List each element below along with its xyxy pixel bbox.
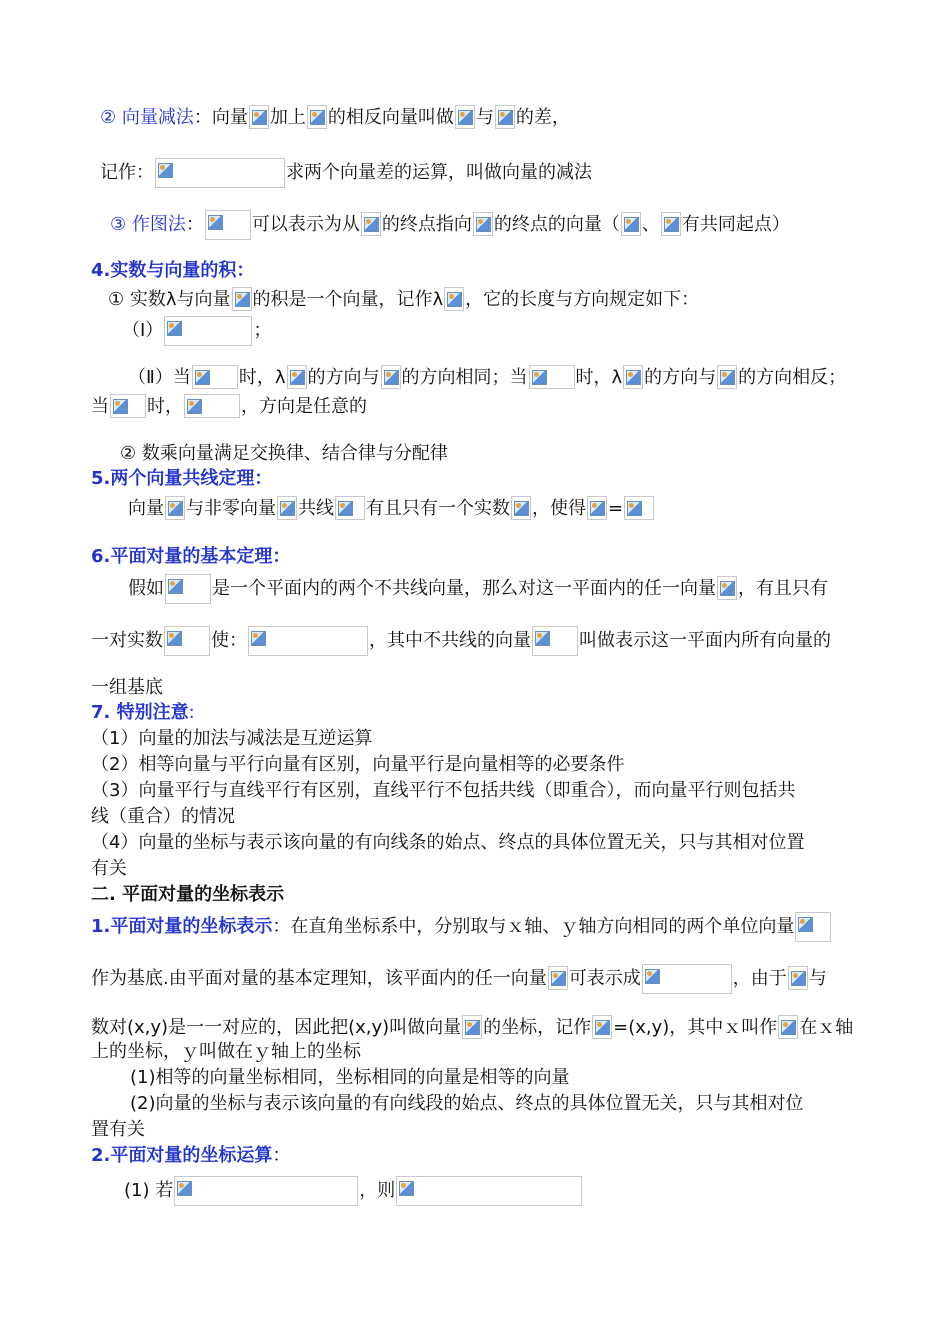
note-item: （4）向量的坐标与表示该向量的有向线条的始点、终点的具体位置无关，只与其相对位置: [91, 832, 805, 853]
formula-image: [174, 1176, 358, 1206]
formula-image: [335, 496, 365, 520]
note-item: （3）向量平行与直线平行有区别，直线平行不包括共线（即重合），而向量平行则包括共: [91, 780, 796, 801]
formula-image: [444, 287, 464, 311]
formula-image: [511, 496, 531, 520]
basic-theorem-continued-line: 一对实数 使： ，其中不共线的向量 叫做表示这一平面内所有向量的: [91, 626, 831, 648]
formula-image: [164, 316, 252, 346]
formula-image: [624, 496, 654, 520]
formula-image: [495, 105, 515, 129]
coordinate-definition-line: 数对(x,y)是一一对应的，因此把(x,y)叫做向量 的坐标，记作 =(x,y)，其中ｘ叫作 在ｘ轴: [91, 1017, 854, 1038]
section-heading: 4.实数与向量的积：: [91, 260, 255, 281]
formula-image: [778, 1015, 798, 1039]
formula-image: [795, 912, 831, 942]
section-heading: 5.两个向量共线定理：: [91, 468, 273, 489]
section-heading: 6.平面对量的基本定理：: [91, 546, 291, 567]
formula-image: [788, 966, 808, 990]
formula-image: [287, 365, 307, 389]
formula-image: [455, 105, 475, 129]
rule-one-line: （Ⅰ） ；: [122, 316, 271, 338]
coordinate-note: (2)向量的坐标与表示该向量的有向线段的始点、终点的具体位置无关，只与其相对位: [130, 1093, 804, 1114]
note-item: 线（重合）的情况: [91, 806, 235, 827]
formula-image: [307, 105, 327, 129]
note-item: （1）向量的加法与减法是互逆运算: [91, 728, 373, 749]
basic-theorem-line: 假如 是一个平面内的两个不共线向量，那么对这一平面内的任一向量 ，有且只有: [128, 574, 828, 596]
formula-image: [462, 1015, 482, 1039]
formula-image: [248, 626, 368, 656]
rule-two-continued-line: 当 时， ，方向是任意的: [91, 396, 367, 417]
basis-line: 一组基底: [91, 677, 163, 698]
coordinate-note: (1)相等的向量坐标相同，坐标相同的向量是相等的向量: [130, 1067, 570, 1088]
coordinate-note-continued: 置有关: [91, 1119, 145, 1140]
formula-image: [110, 394, 146, 418]
formula-image: [473, 212, 493, 236]
formula-image: [548, 966, 568, 990]
formula-image: [232, 287, 252, 311]
formula-image: [155, 158, 285, 188]
rule-two-line: （Ⅱ）当 时，λ 的方向与 的方向相同；当 时，λ 的方向与 的方向相反；: [128, 367, 847, 388]
scalar-product-line: ① 实数λ与向量 的积是一个向量，记作λ ，它的长度与方向规定如下：: [108, 289, 700, 310]
graphing-method-line: ③ 作图法： 可以表示为从 的终点指向 的终点的向量（ 、 有共同起点）: [110, 210, 790, 232]
vector-subtraction-line: ② 向量减法：向量 加上 的相反向量叫做 与 的差，: [100, 107, 570, 128]
collinear-theorem-line: 向量 与非零向量 共线 有且只有一个实数 ，使得 =: [128, 496, 655, 518]
formula-image: [164, 626, 210, 656]
formula-image: [587, 496, 607, 520]
formula-image: [592, 1015, 612, 1039]
chapter-heading: 二. 平面对量的坐标表示: [91, 884, 285, 905]
formula-image: [717, 576, 737, 600]
formula-image: [642, 964, 732, 994]
formula-image: [192, 365, 238, 389]
formula-image: [277, 496, 297, 520]
note-item: （2）相等向量与平行向量有区别，向量平行是向量相等的必要条件: [91, 754, 625, 775]
formula-image: [205, 210, 251, 240]
formula-image: [165, 496, 185, 520]
formula-image: [621, 212, 641, 236]
distributive-law-line: ② 数乘向量满足交换律、结合律与分配律: [120, 443, 448, 464]
coordinate-definition-continued-line: 上的坐标，ｙ叫做在ｙ轴上的坐标: [91, 1041, 361, 1062]
formula-image: [623, 365, 643, 389]
formula-image: [661, 212, 681, 236]
coordinate-basis-line: 作为基底.由平面对量的基本定理知，该平面内的任一向量 可表示成 ，由于 与: [91, 964, 827, 986]
formula-image: [532, 626, 578, 656]
formula-image: [381, 365, 401, 389]
coordinate-representation-line: 1.平面对量的坐标表示：在直角坐标系中，分别取与ｘ轴、ｙ轴方向相同的两个单位向量: [91, 912, 832, 934]
coordinate-operation-heading: 2.平面对量的坐标运算：: [91, 1145, 291, 1166]
subtraction-notation-line: 记作： 求两个向量差的运算，叫做向量的减法: [100, 158, 592, 180]
section-heading: 7. 特别注意:: [91, 702, 195, 723]
formula-image: [396, 1176, 582, 1206]
formula-image: [165, 574, 211, 604]
formula-image: [249, 105, 269, 129]
formula-image: [529, 365, 575, 389]
formula-image: [717, 365, 737, 389]
formula-image: [184, 394, 240, 418]
coordinate-operation-line: (1) 若 ，则: [124, 1176, 583, 1198]
formula-image: [361, 212, 381, 236]
note-item: 有关: [91, 858, 127, 879]
